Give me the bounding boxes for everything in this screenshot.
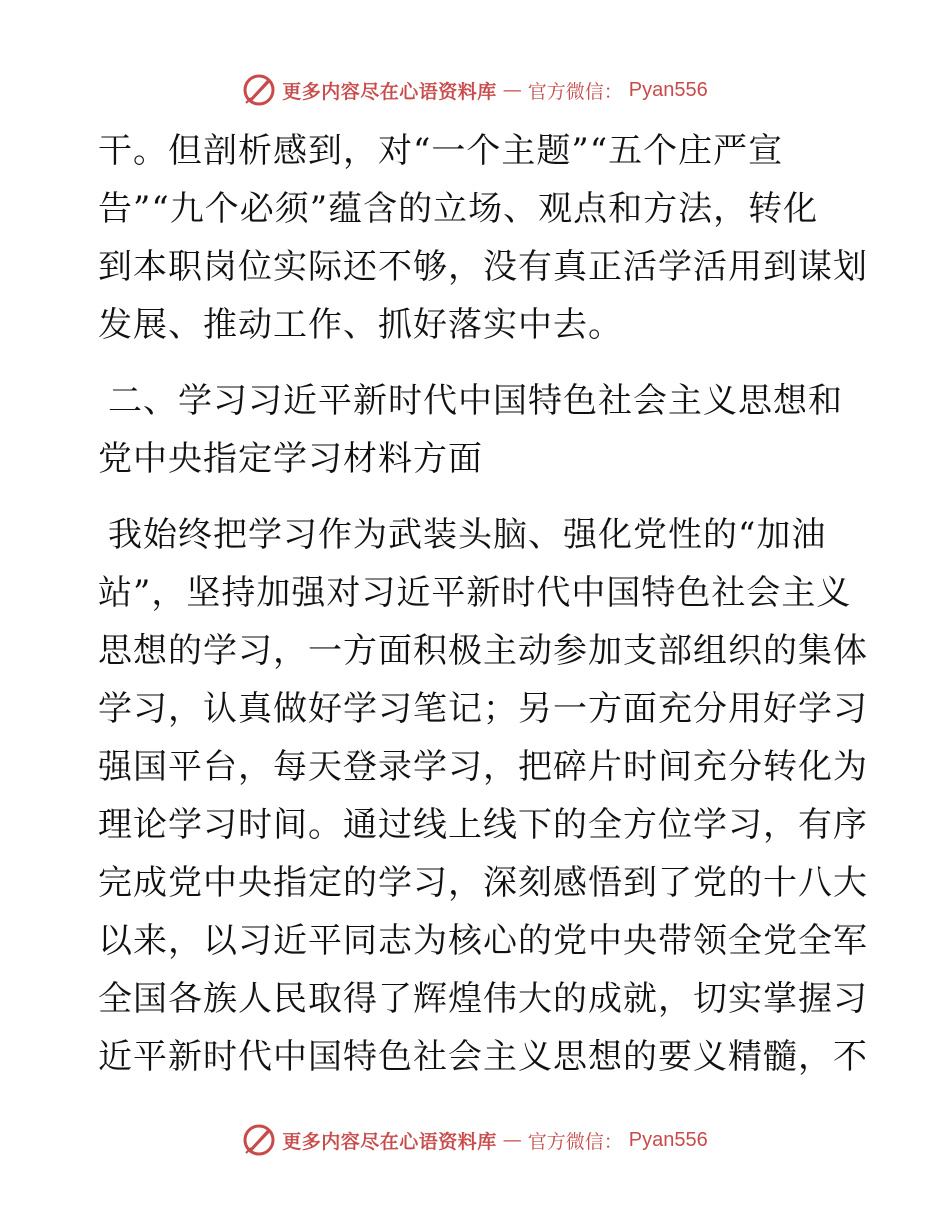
text-line: 干。但剖析感到，对“一个主题”“五个庄严宣: [98, 131, 784, 171]
wechat-id: Pyan556: [628, 78, 708, 101]
heading-line: 党中央指定学习材料方面: [98, 439, 483, 479]
watermark-content: [242, 1123, 708, 1157]
banner-dash: —: [502, 79, 522, 101]
text-line: 发展、推动工作、抓好落实中去。: [98, 305, 623, 345]
text-line: 思想的学习，一方面积极主动参加支部组织的集体: [98, 631, 868, 671]
paragraph-gap: [98, 488, 858, 506]
text-line: 完成党中央指定的学习，深刻感悟到了党的十八大: [98, 863, 868, 903]
site-name: 更多内容尽在心语资料库: [282, 1130, 497, 1153]
text-line: 到本职岗位实际还不够，没有真正活学活用到谋划: [98, 247, 868, 287]
text-line: 我始终把学习作为武装头脑、强化党性的“加油: [108, 515, 827, 555]
banner-dash: —: [502, 1129, 522, 1151]
header-watermark: [0, 70, 950, 110]
footer-watermark: [0, 1120, 950, 1160]
quill-logo-icon: [242, 73, 276, 107]
paragraph-gap: [98, 354, 858, 372]
section-heading: [98, 372, 858, 488]
document-body: [98, 122, 868, 1086]
site-name: 更多内容尽在心语资料库: [282, 80, 497, 103]
text-line: 以来，以习近平同志为核心的党中央带领全党全军: [98, 921, 868, 961]
text-line: 近平新时代中国特色社会主义思想的要义精髓，不: [98, 1037, 868, 1077]
text-line: 强国平台，每天登录学习，把碎片时间充分转化为: [98, 747, 868, 787]
official-label: 官方微信：: [527, 1130, 623, 1153]
quill-logo-icon: [242, 1123, 276, 1157]
text-line: 学习，认真做好学习笔记；另一方面充分用好学习: [98, 689, 868, 729]
paragraph-continuation: [98, 122, 868, 354]
wechat-id: Pyan556: [628, 1128, 708, 1151]
text-line: 告”“九个必须”蕴含的立场、观点和方法，转化: [98, 189, 819, 229]
heading-line: 二、学习习近平新时代中国特色社会主义思想和: [108, 381, 843, 421]
text-line: 全国各族人民取得了辉煌伟大的成就，切实掌握习: [98, 979, 868, 1019]
text-line: 理论学习时间。通过线上线下的全方位学习，有序: [98, 805, 868, 845]
paragraph-study: [98, 506, 868, 1086]
watermark-content: [242, 73, 708, 107]
text-line: 站”，坚持加强对习近平新时代中国特色社会主义: [98, 573, 852, 613]
official-label: 官方微信：: [527, 80, 623, 103]
